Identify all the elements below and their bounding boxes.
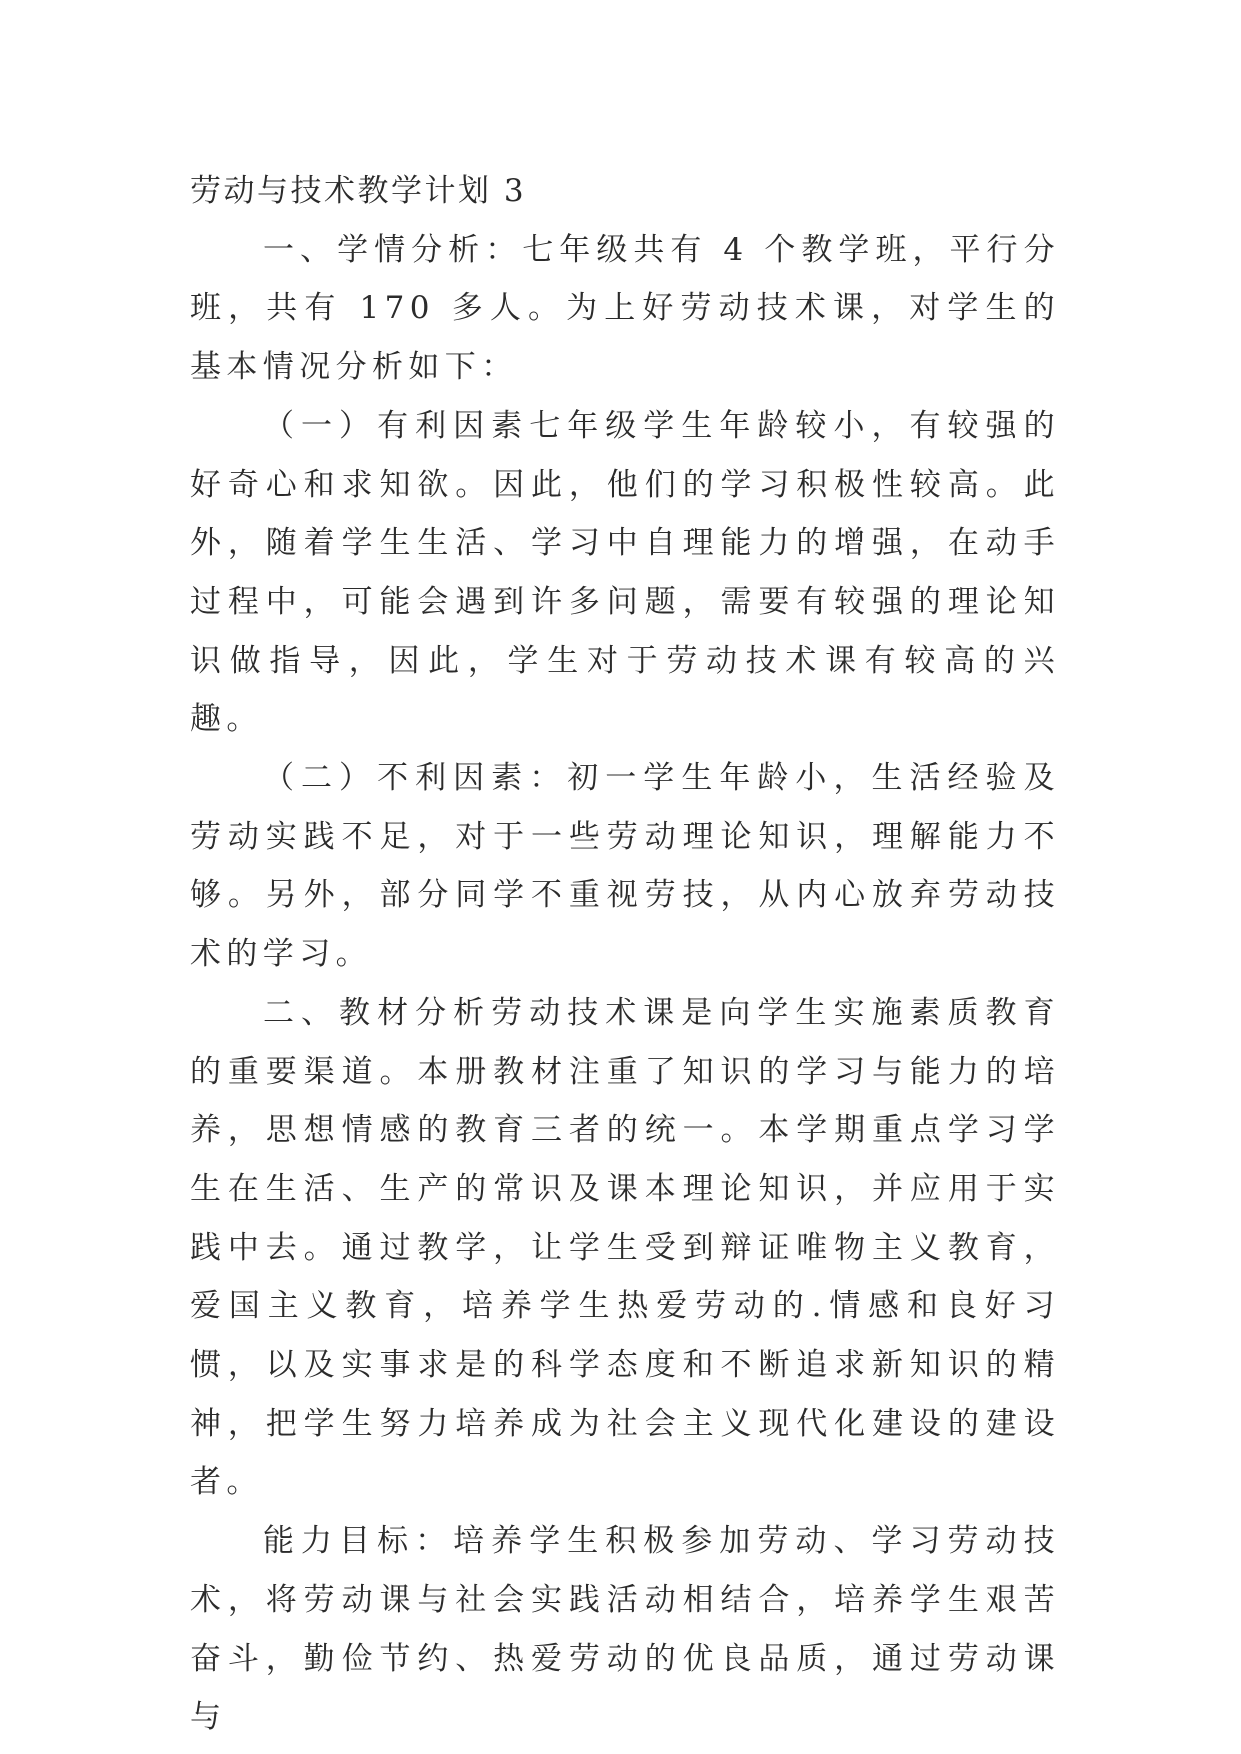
paragraph-textbook-analysis: 二、教材分析劳动技术课是向学生实施素质教育的重要渠道。本册教材注重了知识的学习与能力的培养，思想情感的教育三者的统一。本学期重点学习学生在生活、生产的常识及课本理论知识，并应用于实践中去。通过教学，让学生受到辩证唯物主义教育，爱国主义教育，培养学生热爱劳动的.情感和良好习惯，以及实事求是的科学态度和不断追求新知识的精神，把学生努力培养成为社会主义现代化建设的建设者。: [190, 994, 1060, 1501]
document-body: [190, 162, 1060, 1747]
paragraph-favorable-factors: （一）有利因素七年级学生年龄较小，有较强的好奇心和求知欲。因此，他们的学习积极性较高。此外，随着学生生活、学习中自理能力的增强，在动手过程中，可能会遇到许多问题，需要有较强的理论知识做指导，因此，学生对于劳动技术课有较高的兴趣。: [190, 407, 1060, 738]
document-title: 劳动与技术教学计划 3: [190, 173, 527, 209]
paragraph-student-analysis: 一、学情分析：七年级共有 4 个教学班，平行分班，共有 170 多人。为上好劳动技术课，对学生的基本情况分析如下：: [190, 231, 1060, 386]
paragraph-unfavorable-factors: （二）不利因素：初一学生年龄小，生活经验及劳动实践不足，对于一些劳动理论知识，理解能力不够。另外，部分同学不重视劳技，从内心放弃劳动技术的学习。: [190, 760, 1060, 973]
paragraph-ability-goals: 能力目标：培养学生积极参加劳动、学习劳动技术，将劳动课与社会实践活动相结合，培养学生艰苦奋斗，勤俭节约、热爱劳动的优良品质，通过劳动课与: [190, 1523, 1060, 1736]
